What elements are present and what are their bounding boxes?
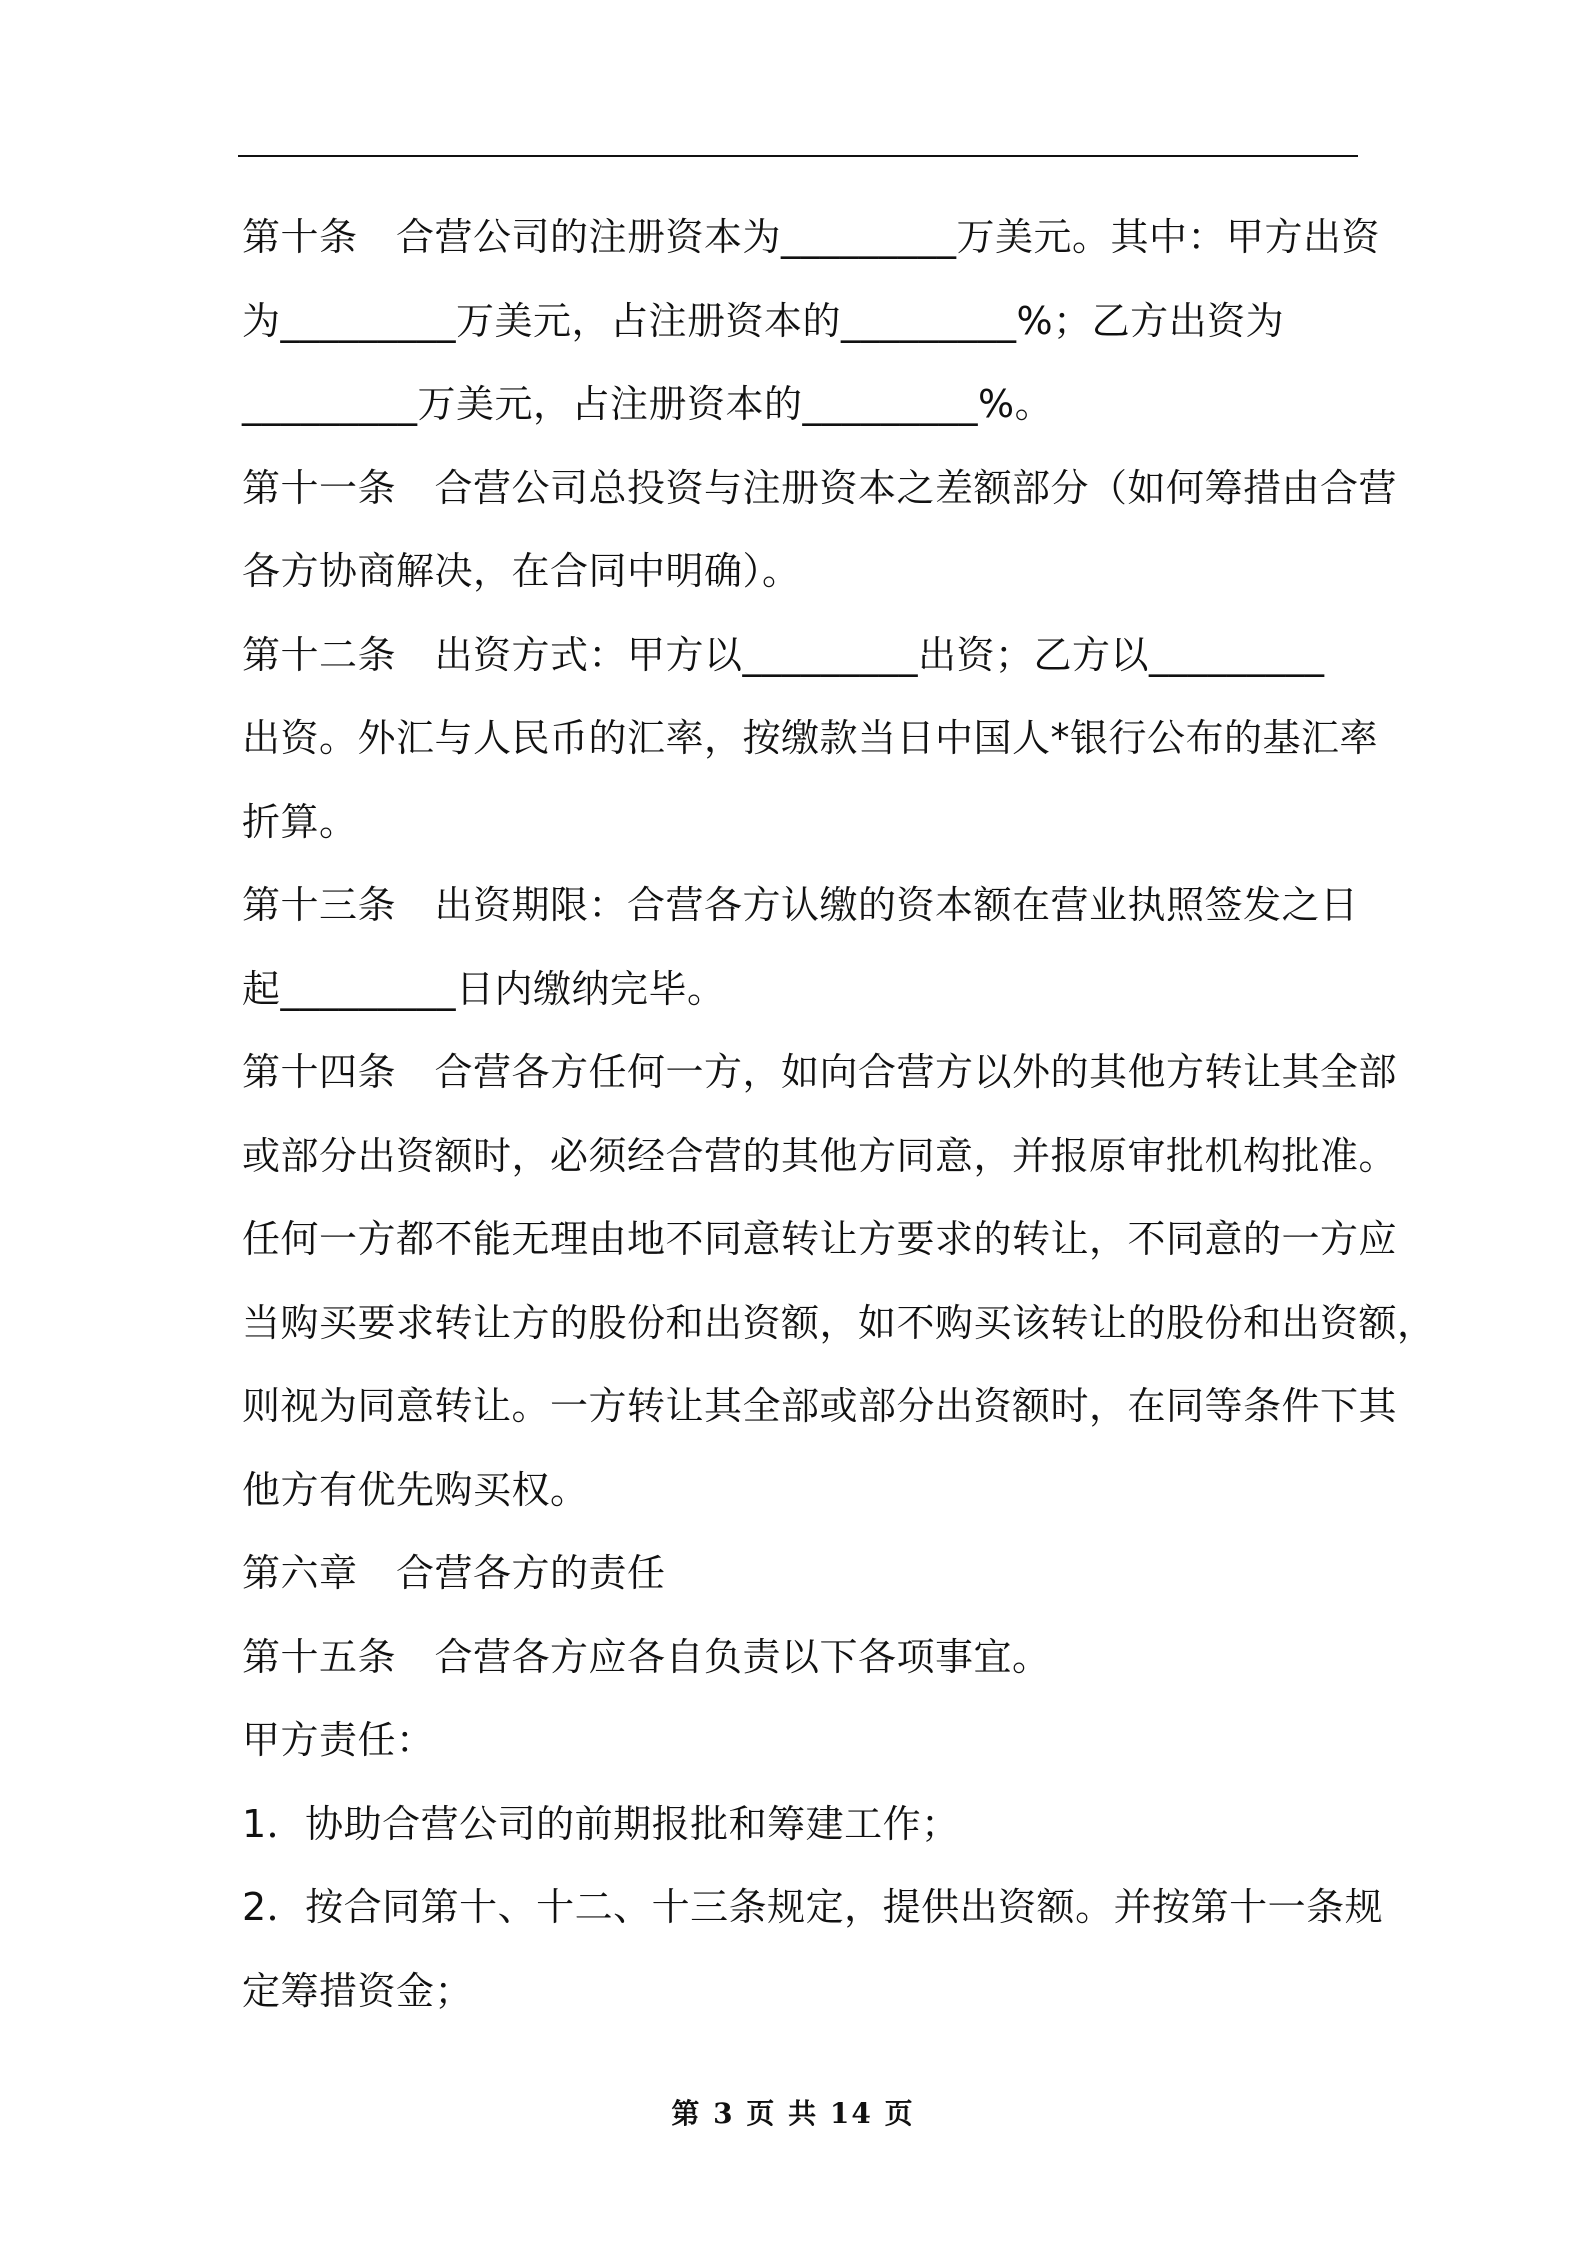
text-line: 第十条 合营公司的注册资本为_________万美元。其中：甲方出资	[242, 215, 1381, 259]
text-line: 或部分出资额时，必须经合营的其他方同意，并报原审批机构批准。	[242, 1133, 1398, 1178]
text-line: 他方有优先购买权。	[242, 1467, 589, 1512]
text-line: 第十三条 出资期限：合营各方认缴的资本额在营业执照签发之日	[242, 883, 1359, 927]
text-line: 为_________万美元，占注册资本的_________%；乙方出资为	[242, 298, 1285, 343]
text-line: 第十四条 合营各方任何一方，如向合营方以外的其他方转让其全部	[242, 1050, 1398, 1094]
text-line: 任何一方都不能无理由地不同意转让方要求的转让，不同意的一方应	[242, 1217, 1398, 1261]
text-line: 出资。外汇与人民币的汇率，按缴款当日中国人*银行公布的基汇率	[242, 716, 1379, 760]
text-line: 定筹措资金；	[242, 1968, 474, 2013]
list-item: 2．按合同第十、十二、十三条规定，提供出资额。并按第十一条规	[242, 1885, 1384, 1929]
header-rule	[238, 155, 1358, 157]
list-item: 1．协助合营公司的前期报批和筹建工作；	[242, 1801, 960, 1846]
text-line: 甲方责任：	[242, 1718, 435, 1762]
text-line: 第十五条 合营各方应各自负责以下各项事宜。	[242, 1634, 1051, 1679]
text-line: 折算。	[242, 799, 358, 844]
chapter-heading: 第六章 合营各方的责任	[242, 1551, 666, 1595]
text-line: 各方协商解决，在合同中明确）。	[242, 549, 801, 593]
page-number-footer: 第 3 页 共 14 页	[671, 2097, 915, 2130]
text-line: 起_________日内缴纳完毕。	[242, 966, 726, 1011]
document-body	[242, 196, 1436, 2033]
text-line: 第十二条 出资方式：甲方以_________出资；乙方以_________	[242, 632, 1325, 677]
text-line: 则视为同意转让。一方转让其全部或部分出资额时，在同等条件下其	[242, 1384, 1398, 1428]
text-line: 当购买要求转让方的股份和出资额，如不购买该转让的股份和出资额，	[242, 1300, 1436, 1345]
text-line: _________万美元，占注册资本的_________%。	[242, 382, 1054, 426]
text-line: 第十一条 合营公司总投资与注册资本之差额部分（如何筹措由合营	[242, 465, 1398, 510]
